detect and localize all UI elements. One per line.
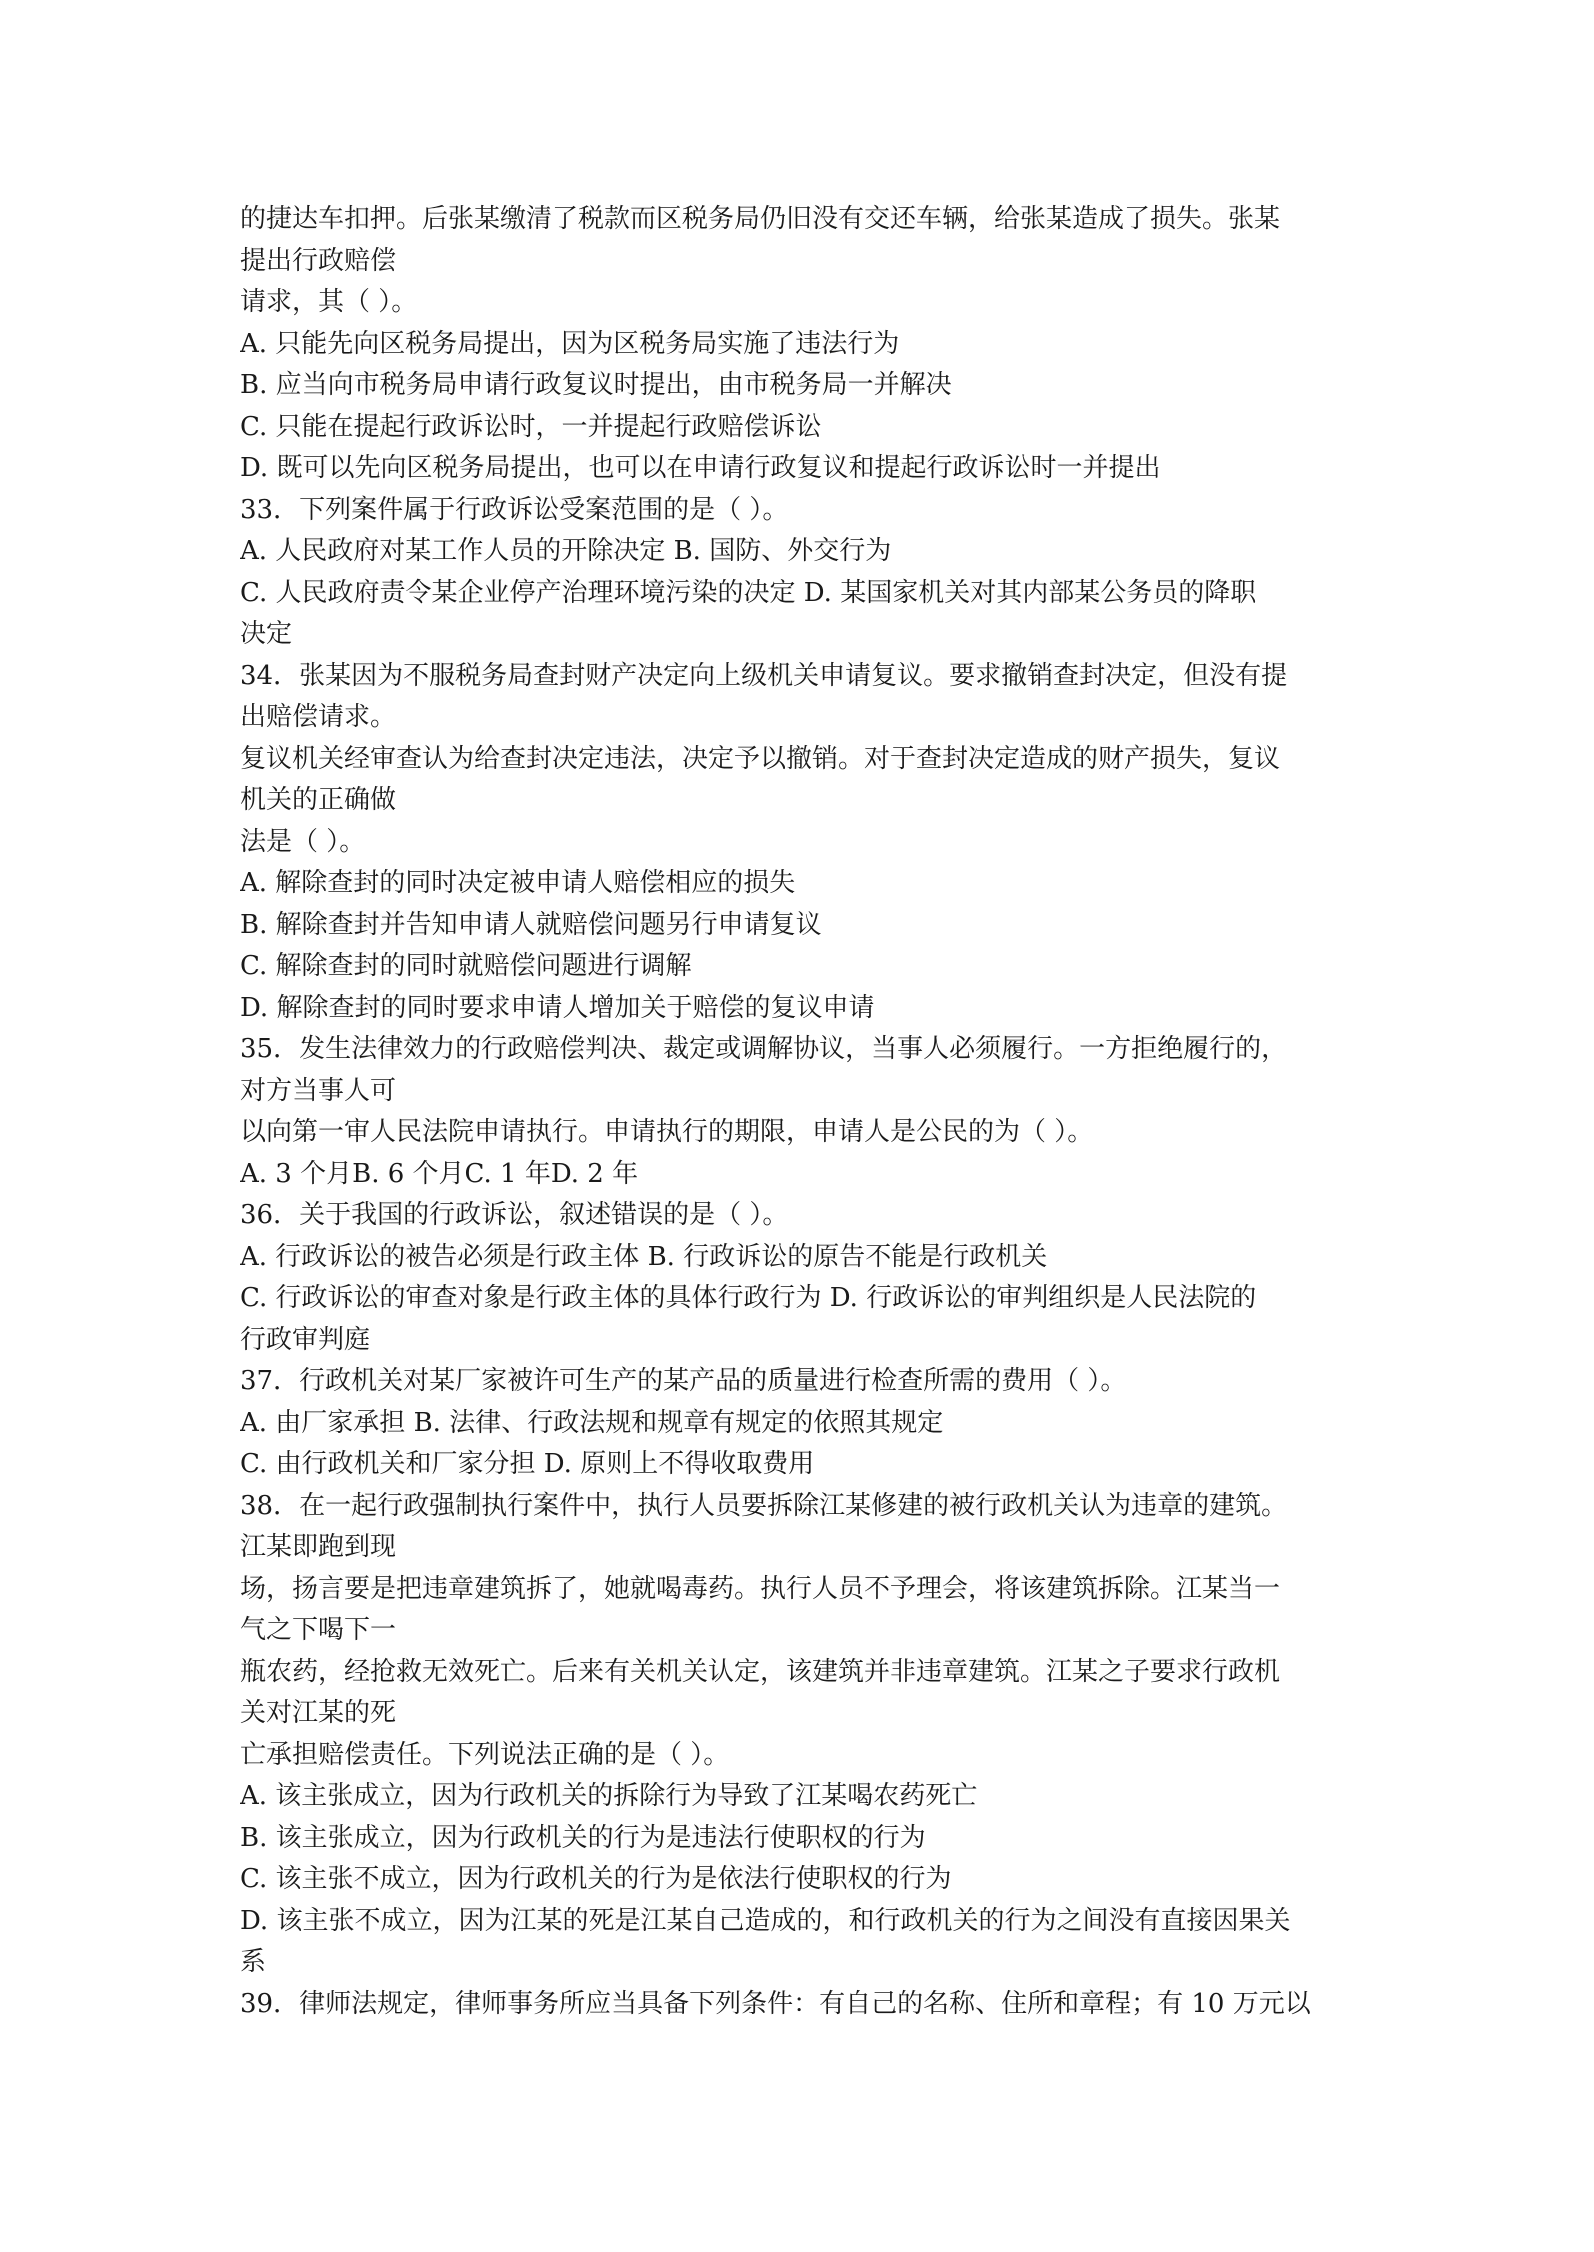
option-line: A. 该主张成立，因为行政机关的拆除行为导致了江某喝农药死亡 — [240, 1781, 978, 1811]
question-line: 36．关于我国的行政诉讼，叙述错误的是（ ）。 — [240, 1200, 789, 1230]
question-line: 33．下列案件属于行政诉讼受案范围的是（ ）。 — [240, 494, 789, 525]
text-line: 提出行政赔偿 — [240, 245, 397, 276]
text-line: 行政审判庭 — [240, 1324, 371, 1355]
question-line: 35．发生法律效力的行政赔偿判决、裁定或调解协议，当事人必须履行。一方拒绝履行的， — [240, 1034, 1288, 1064]
option-line: C. 该主张不成立，因为行政机关的行为是依法行使职权的行为 — [240, 1864, 952, 1894]
option-line: A. 行政诉讼的被告必须是行政主体 B. 行政诉讼的原告不能是行政机关 — [240, 1241, 1048, 1272]
option-line: A. 解除查封的同时决定被申请人赔偿相应的损失 — [240, 868, 796, 898]
text-line: 以向第一审人民法院申请执行。申请执行的期限，申请人是公民的为（ ）。 — [240, 1117, 1094, 1147]
option-line: A. 只能先向区税务局提出，因为区税务局实施了违法行为 — [240, 328, 900, 359]
option-line: C. 人民政府责令某企业停产治理环境污染的决定 D. 某国家机关对其内部某公务员的降职 — [240, 577, 1257, 608]
text-line: 的捷达车扣押。后张某缴清了税款而区税务局仍旧没有交还车辆，给张某造成了损失。张某 — [240, 204, 1281, 234]
text-line: 系 — [240, 1947, 267, 1977]
option-line: B. 解除查封并告知申请人就赔偿问题另行申请复议 — [240, 909, 822, 940]
option-line: B. 该主张成立，因为行政机关的行为是违法行使职权的行为 — [240, 1822, 926, 1853]
text-line: 气之下喝下一 — [240, 1615, 397, 1645]
text-line: 对方当事人可 — [240, 1075, 397, 1106]
text-line: 法是（ ）。 — [240, 826, 366, 857]
question-line: 37．行政机关对某厂家被许可生产的某产品的质量进行检查所需的费用（ ）。 — [240, 1366, 1127, 1396]
option-line: B. 应当向市税务局申请行政复议时提出，由市税务局一并解决 — [240, 370, 952, 400]
option-line: A. 人民政府对某工作人员的开除决定 B. 国防、外交行为 — [240, 536, 892, 566]
text-line: 瓶农药，经抢救无效死亡。后来有关机关认定，该建筑并非违章建筑。江某之子要求行政机 — [240, 1656, 1281, 1687]
option-line: C. 只能在提起行政诉讼时，一并提起行政赔偿诉讼 — [240, 411, 822, 442]
text-line: 关对江某的死 — [240, 1698, 397, 1728]
text-line: 亡承担赔偿责任。下列说法正确的是（ ）。 — [240, 1739, 730, 1770]
question-line: 38．在一起行政强制执行案件中，执行人员要拆除江某修建的被行政机关认为违章的建筑。 — [240, 1490, 1288, 1521]
text-line: 复议机关经审查认为给查封决定违法，决定予以撤销。对于查封决定造成的财产损失，复议 — [240, 743, 1281, 774]
option-line: C. 行政诉讼的审查对象是行政主体的具体行政行为 D. 行政诉讼的审判组织是人民法院的 — [240, 1283, 1257, 1313]
option-line: A. 3 个月B. 6 个月C. 1 年D. 2 年 — [240, 1158, 639, 1189]
text-line: 出赔偿请求。 — [240, 702, 397, 732]
option-line: D. 既可以先向区税务局提出，也可以在申请行政复议和提起行政诉讼时一并提出 — [240, 453, 1161, 483]
document-body — [240, 199, 1365, 2025]
text-line: 机关的正确做 — [240, 785, 397, 815]
text-line: 决定 — [240, 619, 293, 649]
question-line: 34．张某因为不服税务局查封财产决定向上级机关申请复议。要求撤销查封决定，但没有提 — [240, 660, 1288, 691]
option-line: C. 由行政机关和厂家分担 D. 原则上不得收取费用 — [240, 1449, 815, 1479]
text-line: 请求，其（ ）。 — [240, 287, 418, 317]
question-line: 39．律师法规定，律师事务所应当具备下列条件：有自己的名称、住所和章程；有 10 万元以 — [240, 1988, 1311, 2019]
text-line: 场，扬言要是把违章建筑拆了，她就喝毒药。执行人员不予理会，将该建筑拆除。江某当一 — [240, 1573, 1281, 1604]
option-line: D. 该主张不成立，因为江某的死是江某自己造成的，和行政机关的行为之间没有直接因果关 — [240, 1905, 1291, 1936]
option-line: D. 解除查封的同时要求申请人增加关于赔偿的复议申请 — [240, 992, 875, 1023]
text-line: 江某即跑到现 — [240, 1532, 397, 1562]
option-line: A. 由厂家承担 B. 法律、行政法规和规章有规定的依照其规定 — [240, 1407, 944, 1438]
option-line: C. 解除查封的同时就赔偿问题进行调解 — [240, 951, 692, 981]
